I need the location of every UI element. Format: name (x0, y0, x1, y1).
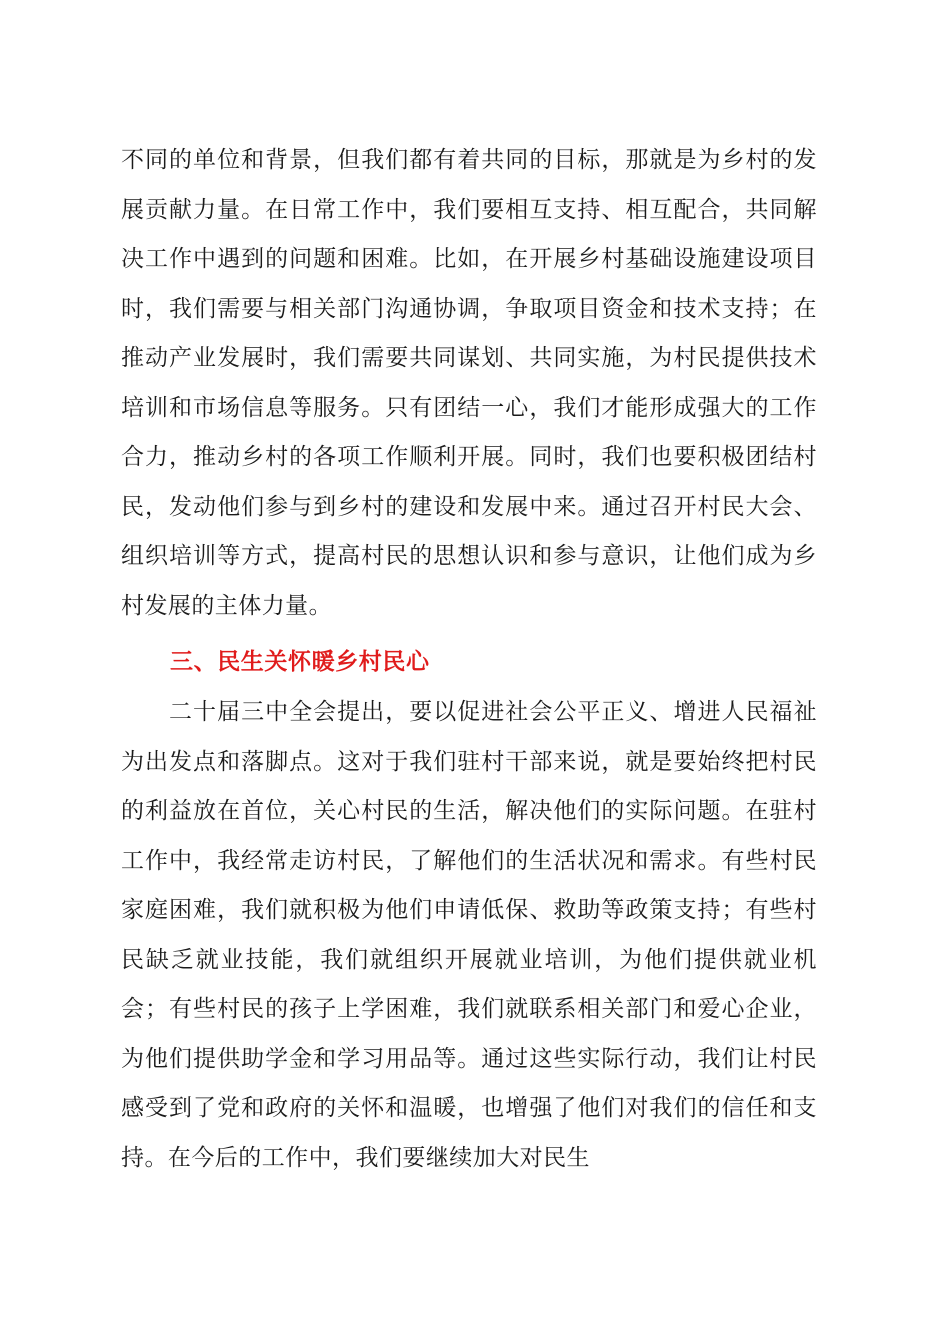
body-paragraph-section-three: 二十届三中全会提出，要以促进社会公平正义、增进人民福祉为出发点和落脚点。这对于我们驻村干部来说，就是要始终把村民的利益放在首位，关心村民的生活，解决他们的实际问题。在驻村工作中，我经常走访村民，了解他们的生活状况和需求。有些村民家庭困难，我们就积极为他们申请低保、救助等政策支持；有些村民缺乏就业技能，我们就组织开展就业培训，为他们提供就业机会；有些村民的孩子上学困难，我们就联系相关部门和爱心企业，为他们提供助学金和学习用品等。通过这些实际行动，我们让村民感受到了党和政府的关怀和温暖，也增强了他们对我们的信任和支持。在今后的工作中，我们要继续加大对民生 (121, 699, 817, 1171)
section-heading: 三、民生关怀暖乡村民心 (170, 649, 430, 675)
body-paragraph-continued: 不同的单位和背景，但我们都有着共同的目标，那就是为乡村的发展贡献力量。在日常工作中，我们要相互支持、相互配合，共同解决工作中遇到的问题和困难。比如，在开展乡村基础设施建设项目时，我们需要与相关部门沟通协调，争取项目资金和技术支持；在推动产业发展时，我们需要共同谋划、共同实施，为村民提供技术培训和市场信息等服务。只有团结一心，我们才能形成强大的工作合力，推动乡村的各项工作顺利开展。同时，我们也要积极团结村民，发动他们参与到乡村的建设和发展中来。通过召开村民大会、组织培训等方式，提高村民的思想认识和参与意识，让他们成为乡村发展的主体力量。 (121, 147, 817, 619)
